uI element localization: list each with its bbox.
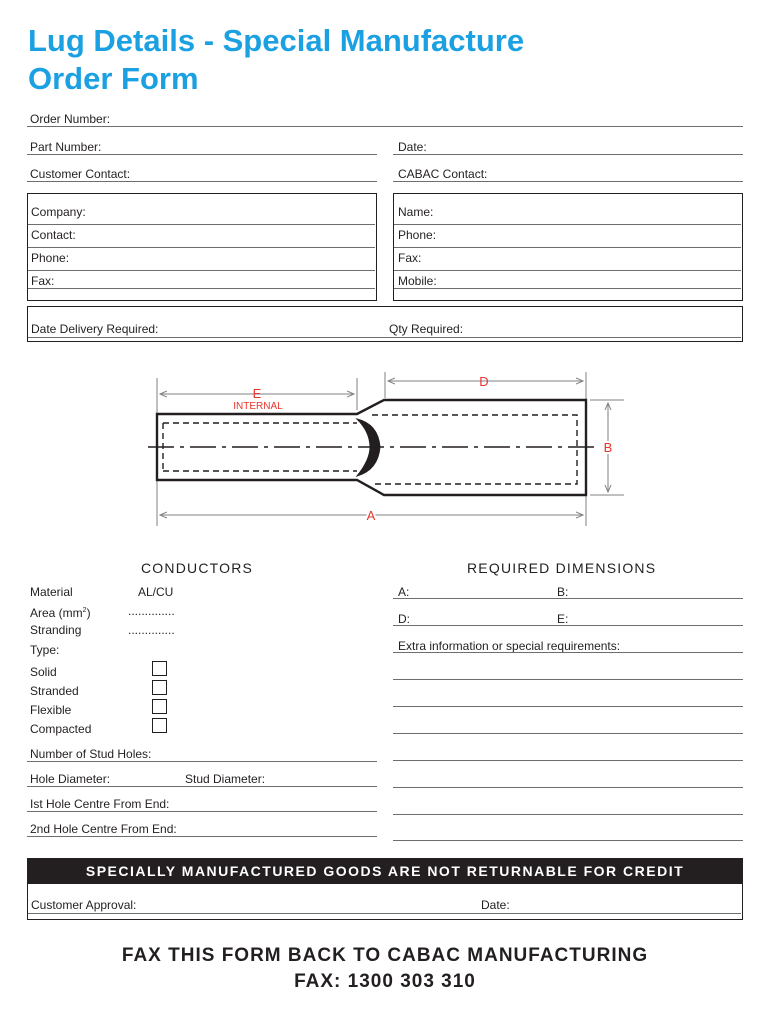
form-title-line2: Order Form [28, 61, 199, 96]
extra-info-line-3[interactable] [393, 706, 743, 707]
date-delivery-label: Date Delivery Required: [31, 322, 159, 336]
area-label-close: ) [86, 606, 91, 620]
stud-holes-label: Number of Stud Holes: [30, 747, 152, 761]
delivery-field[interactable] [28, 337, 741, 338]
name-label: Name: [398, 205, 434, 219]
fax-number: FAX: 1300 303 310 [294, 971, 476, 992]
approval-box [27, 884, 743, 920]
mobile-label: Mobile: [398, 274, 437, 288]
extra-info-line-5[interactable] [393, 760, 743, 761]
type-solid-checkbox[interactable] [152, 661, 167, 676]
date-field[interactable] [393, 154, 743, 155]
part-number-label: Part Number: [30, 140, 102, 154]
type-compacted-label: Compacted [30, 722, 92, 736]
type-stranded-label: Stranded [30, 684, 79, 698]
company-label: Company: [31, 205, 86, 219]
dimension-a-label: A [366, 508, 376, 523]
contact-field[interactable] [28, 247, 375, 248]
second-hole-label: 2nd Hole Centre From End: [30, 822, 177, 836]
part-number-field[interactable] [27, 154, 377, 155]
dim-ab-field[interactable] [393, 598, 743, 599]
diameter-field[interactable] [27, 786, 377, 787]
type-flexible-label: Flexible [30, 703, 72, 717]
extra-info-line-8[interactable] [393, 840, 743, 841]
dim-d-label: D: [398, 612, 410, 626]
dim-b-label: B: [557, 585, 569, 599]
required-dimensions-heading: REQUIRED DIMENSIONS [467, 560, 657, 576]
material-label: Material [30, 585, 73, 599]
type-compacted-checkbox[interactable] [152, 718, 167, 733]
delivery-box [27, 306, 743, 342]
cabac-fax-field[interactable] [394, 270, 741, 271]
stud-holes-field[interactable] [27, 761, 377, 762]
area-label [30, 604, 91, 620]
approval-field[interactable] [28, 913, 741, 914]
customer-contact-label: Customer Contact: [30, 167, 131, 181]
internal-label: INTERNAL [233, 401, 283, 412]
extra-info-line-1[interactable] [393, 652, 743, 653]
first-hole-field[interactable] [27, 811, 377, 812]
extra-info-line-6[interactable] [393, 787, 743, 788]
cabac-contact-label: CABAC Contact: [398, 167, 488, 181]
customer-phone-field[interactable] [28, 270, 375, 271]
extra-info-line-7[interactable] [393, 814, 743, 815]
customer-approval-label: Customer Approval: [31, 898, 137, 912]
second-hole-field[interactable] [27, 836, 377, 837]
type-flexible-checkbox[interactable] [152, 699, 167, 714]
order-number-field[interactable] [27, 126, 743, 127]
date-label: Date: [398, 140, 427, 154]
company-field[interactable] [28, 224, 375, 225]
customer-details-box [27, 193, 377, 301]
type-label: Type: [30, 643, 60, 657]
extra-info-line-4[interactable] [393, 733, 743, 734]
contact-label: Contact: [31, 228, 76, 242]
customer-fax-field[interactable] [28, 288, 375, 289]
dim-e-label: E: [557, 612, 569, 626]
type-stranded-checkbox[interactable] [152, 680, 167, 695]
fax-instruction: FAX THIS FORM BACK TO CABAC MANUFACTURING [121, 945, 649, 966]
stud-diameter-label: Stud Diameter: [185, 772, 266, 786]
cabac-fax-label: Fax: [398, 251, 422, 265]
conductors-heading: CONDUCTORS [141, 560, 254, 576]
area-label-text: Area (mm [30, 606, 83, 620]
dim-a-label: A: [398, 585, 410, 599]
qty-required-label: Qty Required: [389, 322, 464, 336]
stranding-label: Stranding [30, 623, 82, 637]
cabac-phone-label: Phone: [398, 228, 437, 242]
form-title-line1: Lug Details - Special Manufacture [28, 23, 525, 58]
name-field[interactable] [394, 224, 741, 225]
cabac-contact-field[interactable] [393, 181, 743, 182]
mobile-field[interactable] [394, 288, 741, 289]
material-value: AL/CU [138, 585, 174, 599]
hole-diameter-label: Hole Diameter: [30, 772, 111, 786]
extra-info-line-2[interactable] [393, 679, 743, 680]
customer-fax-label: Fax: [31, 274, 55, 288]
area-label-sup: 2 [82, 607, 87, 614]
extra-info-label: Extra information or special requirements: [398, 639, 621, 653]
cabac-details-box [393, 193, 743, 301]
customer-phone-label: Phone: [31, 251, 70, 265]
stranding-value[interactable]: .............. [128, 623, 175, 637]
type-solid-label: Solid [30, 665, 57, 679]
dimension-d-label: D [479, 374, 489, 389]
area-value[interactable]: .............. [128, 604, 175, 618]
cabac-phone-field[interactable] [394, 247, 741, 248]
lug-diagram [0, 360, 770, 530]
order-number-label: Order Number: [30, 112, 111, 126]
dimension-b-label: B [603, 440, 613, 455]
not-returnable-banner: SPECIALLY MANUFACTURED GOODS ARE NOT RETURNABLE FOR CREDIT [27, 858, 743, 884]
approval-date-label: Date: [481, 898, 510, 912]
dimension-e-label: E [252, 386, 262, 401]
customer-contact-field[interactable] [27, 181, 377, 182]
dim-de-field[interactable] [393, 625, 743, 626]
first-hole-label: Ist Hole Centre From End: [30, 797, 170, 811]
form-title [28, 22, 524, 98]
